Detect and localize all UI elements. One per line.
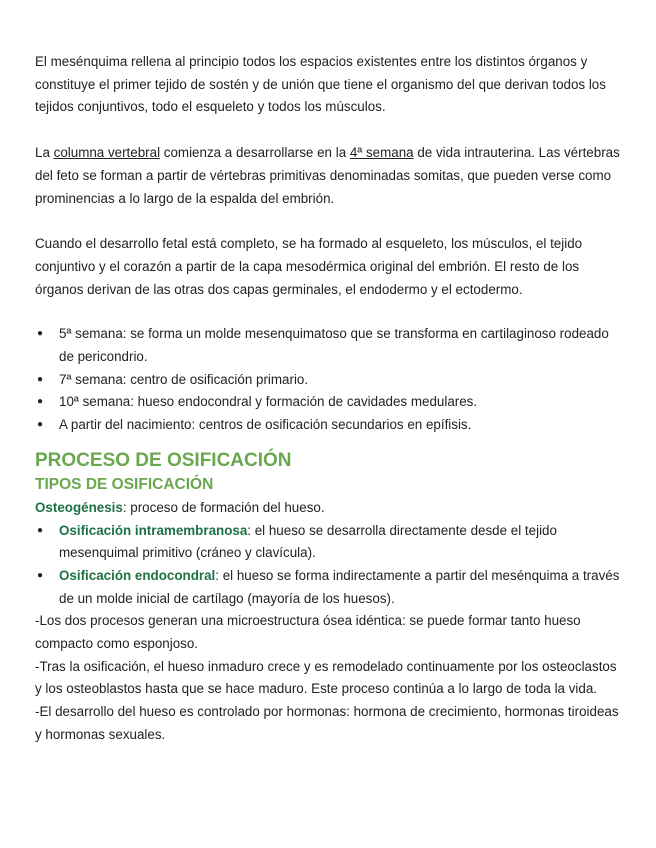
note-microestructura: -Los dos procesos generan una microestructura ósea idéntica: se puede formar tanto hueso compacto como esponjoso. (35, 613, 581, 652)
list-item (35, 520, 622, 565)
bullet-icon: ● (37, 396, 44, 408)
list-item-text: A partir del nacimiento: centros de osificación secundarios en epífisis. (59, 417, 472, 433)
osteogenesis-definition: : proceso de formación del hueso. (122, 499, 325, 515)
list-semanas (35, 323, 622, 437)
bullet-icon: ● (37, 419, 44, 431)
paragraph-osteogenesis (35, 497, 622, 520)
list-item (35, 369, 622, 392)
paragraph-columna-vertebral (35, 142, 622, 210)
para2-suffix: de vida intrauterina. Las vértebras del feto se forman a partir de vértebras primitivas denominadas somitas, que pueden verse como prominencias a lo largo de la espalda del embrión. (35, 145, 620, 206)
bullet-icon: ● (37, 328, 44, 340)
note-remodelado: -Tras la osificación, el hueso inmaduro crece y es remodelado continuamente por los osteoclastos y los osteoblastos hasta que se hace maduro. Este proceso continúa a lo largo de toda la vida. (35, 658, 617, 697)
list-item (35, 391, 622, 414)
term-endocondral: Osificación endocondral (59, 567, 216, 583)
link-columna-vertebral: columna vertebral (53, 145, 161, 161)
list-item-text: : el hueso se forma indirectamente a partir del mesénquima a través de un molde inicial de cartílago (mayoría de los huesos). (59, 567, 620, 606)
list-item-text: 10ª semana: hueso endocondral y formación de cavidades medulares. (59, 394, 478, 410)
heading-proceso-osificacion: PROCESO DE OSIFICACIÓN (35, 449, 292, 471)
list-item-text: 5ª semana: se forma un molde mesenquimatoso que se transforma en cartilaginoso rodeado de pericondrio. (59, 326, 609, 365)
bullet-icon: ● (37, 569, 44, 581)
list-item (35, 414, 622, 437)
bullet-icon: ● (37, 524, 44, 536)
heading-tipos-osificacion: TIPOS DE OSIFICACIÓN (35, 475, 214, 493)
term-intramembranosa: Osificación intramembranosa (59, 522, 248, 538)
para2-mid: comienza a desarrollarse en la (160, 145, 350, 161)
list-item-text: : el hueso se desarrolla directamente desde el tejido mesenquimal primitivo (cráneo y clavícula). (59, 522, 557, 561)
list-item (35, 323, 622, 368)
list-tipos-osificacion (35, 520, 622, 611)
list-item-text: 7ª semana: centro de osificación primario. (59, 371, 309, 387)
paragraph-mesenquima: El mesénquima rellena al principio todos los espacios existentes entre los distintos órganos y constituye el primer tejido de sostén y de unión que tiene el organismo del que derivan todos los tejidos conjuntivos, todo el esqueleto y todos los músculos. (35, 54, 606, 115)
list-item (35, 565, 622, 610)
note-hormonas: -El desarrollo del hueso es controlado por hormonas: hormona de crecimiento, hormonas tiroideas y hormonas sexuales. (35, 704, 619, 742)
para2-prefix: La (35, 145, 54, 161)
bullet-icon: ● (37, 373, 44, 385)
term-osteogenesis: Osteogénesis (35, 499, 123, 515)
paragraph-desarrollo-fetal: Cuando el desarrollo fetal está completo, se ha formado al esqueleto, los músculos, el tejido conjuntivo y el corazón a partir de la capa mesodérmica original del embrión. El resto de los órganos derivan de las otras dos capas germinales, el endodermo y el ectodermo. (35, 236, 583, 297)
link-4-semana: 4ª semana (349, 145, 414, 161)
